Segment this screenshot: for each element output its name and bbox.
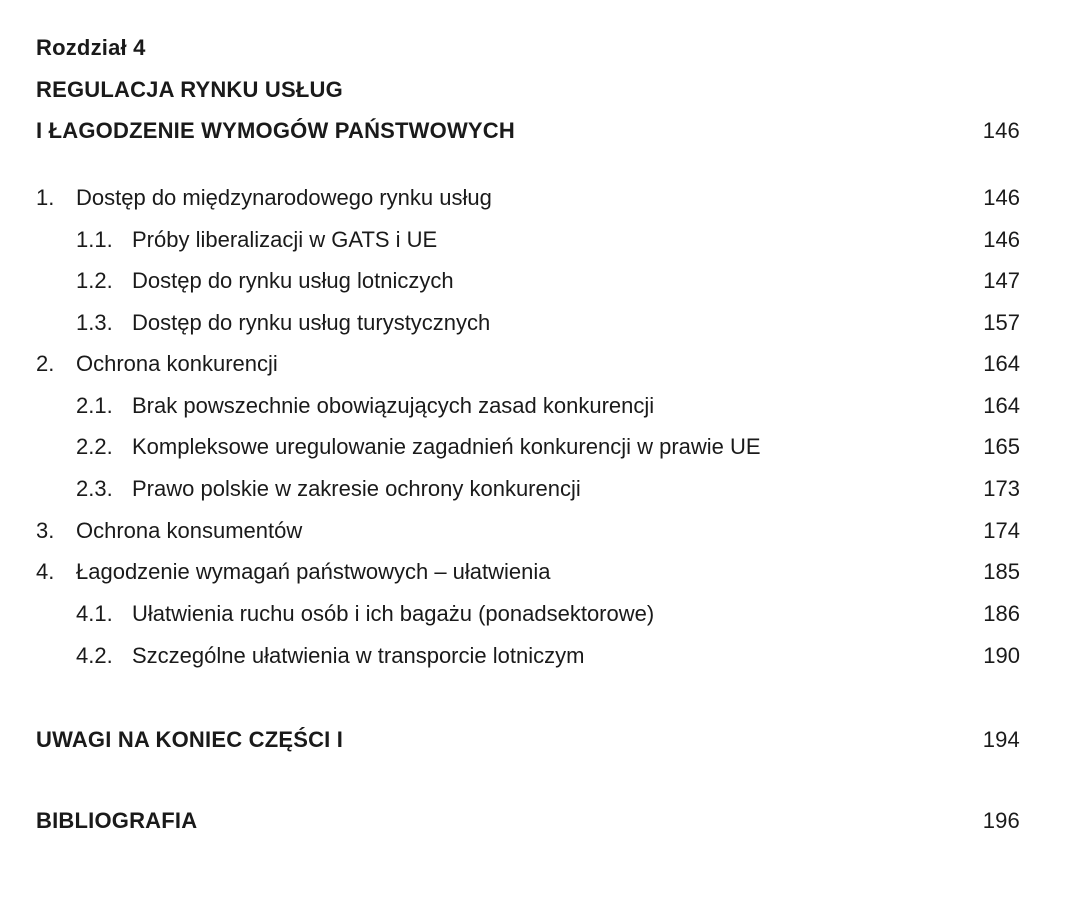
chapter-title-line-2: [0, 115, 1078, 147]
entry-number: 2.1.: [76, 393, 113, 418]
entry-title: Szczególne ułatwienia w transporcie lotniczym: [132, 643, 585, 668]
entry-page-number: 146: [983, 227, 1020, 252]
entry-page-number: 165: [983, 434, 1020, 459]
entry-title: Łagodzenie wymagań państwowych – ułatwienia: [76, 559, 551, 584]
toc-entry: [0, 473, 1078, 505]
chapter-title-line-1: [0, 74, 1078, 106]
entry-page-number: 185: [983, 559, 1020, 584]
entry-number: 2.2.: [76, 434, 113, 459]
entry-number: 1.1.: [76, 227, 113, 252]
toc-entry: [0, 556, 1078, 588]
entry-number: 1.2.: [76, 268, 113, 293]
entry-title: Prawo polskie w zakresie ochrony konkurencji: [132, 476, 581, 501]
entry-page-number: 174: [983, 518, 1020, 543]
entry-page-number: 164: [983, 393, 1020, 418]
entry-title: Ochrona konsumentów: [76, 518, 303, 543]
toc-entry: [0, 390, 1078, 422]
entry-number: 1.: [36, 185, 55, 210]
entry-number: 1.3.: [76, 310, 113, 335]
entry-number: 4.2.: [76, 643, 113, 668]
toc-entry: [0, 431, 1078, 463]
entry-page-number: 173: [983, 476, 1020, 501]
entry-title: Dostęp do międzynarodowego rynku usług: [76, 185, 492, 210]
closing-title: BIBLIOGRAFIA: [36, 808, 198, 833]
entry-title: Dostęp do rynku usług lotniczych: [132, 268, 454, 293]
closing-page-number: 194: [982, 727, 1020, 752]
chapter-title-part-1: REGULACJA RYNKU USŁUG: [36, 77, 343, 102]
entry-title: Brak powszechnie obowiązujących zasad konkurencji: [132, 393, 655, 418]
toc-entry: [0, 640, 1078, 672]
closing-title: UWAGI NA KONIEC CZĘŚCI I: [36, 727, 344, 752]
chapter-title-part-2: I ŁAGODZENIE WYMOGÓW PAŃSTWOWYCH: [36, 118, 515, 143]
toc-entry: [0, 515, 1078, 547]
entry-title: Kompleksowe uregulowanie zagadnień konkurencji w prawie UE: [132, 434, 761, 459]
toc-entry: [0, 182, 1078, 214]
entry-page-number: 147: [983, 268, 1020, 293]
chapter-label-line: [0, 32, 1078, 64]
entry-number: 4.: [36, 559, 55, 584]
chapter-page-number: 146: [982, 118, 1020, 143]
toc-closing-entry: [0, 805, 1078, 837]
entry-title: Próby liberalizacji w GATS i UE: [132, 227, 438, 252]
entry-page-number: 146: [983, 185, 1020, 210]
toc-entry: [0, 598, 1078, 630]
toc-entry: [0, 307, 1078, 339]
entry-page-number: 164: [983, 351, 1020, 376]
toc-closing-entry: [0, 724, 1078, 756]
entry-title: Ułatwienia ruchu osób i ich bagażu (ponadsektorowe): [132, 601, 655, 626]
toc-entry: [0, 348, 1078, 380]
entry-number: 3.: [36, 518, 55, 543]
entry-page-number: 157: [983, 310, 1020, 335]
chapter-label: Rozdział 4: [36, 35, 146, 60]
toc-entry: [0, 265, 1078, 297]
entry-page-number: 190: [983, 643, 1020, 668]
entry-number: 2.: [36, 351, 55, 376]
toc-entry: [0, 224, 1078, 256]
entry-number: 2.3.: [76, 476, 113, 501]
entry-page-number: 186: [983, 601, 1020, 626]
closing-page-number: 196: [982, 808, 1020, 833]
entry-number: 4.1.: [76, 601, 113, 626]
entry-title: Dostęp do rynku usług turystycznych: [132, 310, 491, 335]
entry-title: Ochrona konkurencji: [76, 351, 278, 376]
